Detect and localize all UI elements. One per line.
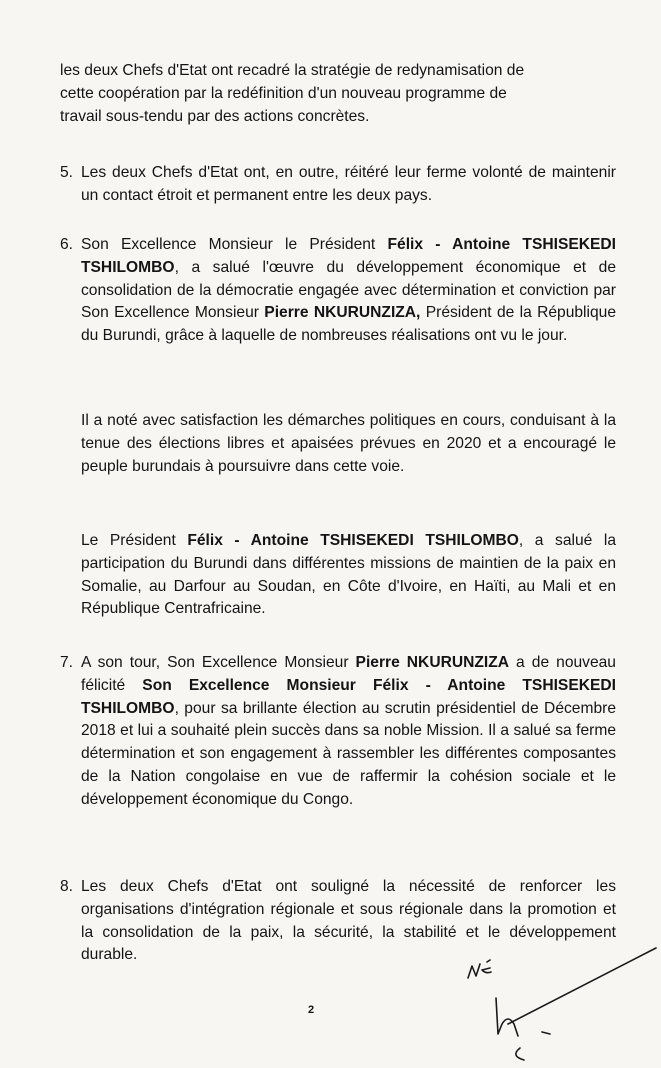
text-run: , a salué l'œuvre du développement économique et de consolidation de la démocratie engagée avec détermination et conviction par Son Excellence Monsieur [81, 258, 616, 322]
text-run: Le Président [81, 532, 188, 549]
text-run: Président de la République du Burundi, grâce à laquelle de nombreuses réalisations ont vu le jour. [81, 304, 617, 345]
text-run: , pour sa brillante élection au scrutin présidentiel de Décembre 2018 et lui a souhaité plein succès dans sa noble Mission. Il a salué sa ferme détermination et son engagement à rassembler les différentes composantes de la Nation congolaise en vue de raffermir la cohésion sociale et le développement économique du Congo. [81, 699, 616, 808]
intro-line: les deux Chefs d'Etat ont recadré la stratégie de redynamisation de [60, 62, 525, 79]
intro-paragraph [60, 60, 616, 128]
paragraph-text [81, 652, 616, 812]
bold-name: Pierre NKURUNZIZA, [264, 304, 421, 322]
paragraph-6-sub-2 [60, 530, 616, 621]
paragraph-number: 8. [60, 878, 74, 895]
bold-name: Son Excellence Monsieur Félix - Antoine TSHISEKEDI TSHILOMBO [81, 676, 616, 717]
text-run: A son tour, Son Excellence Monsieur [81, 654, 356, 671]
paragraph-6-sub-1 [60, 410, 616, 478]
paragraph-text [81, 530, 616, 621]
bold-name: Félix - Antoine TSHISEKEDI TSHILOMBO [81, 236, 616, 276]
intro-line: cette coopération par la redéfinition d'un nouveau programme de [60, 84, 507, 102]
bold-name: Félix - Antoine TSHISEKEDI TSHILOMBO [187, 532, 519, 549]
paragraph-number: 7. [60, 654, 74, 671]
paragraph-6 [60, 234, 616, 348]
text-run: Son Excellence Monsieur le Président [81, 236, 388, 253]
text-run: , a salué la participation du Burundi dans différentes missions de maintien de la paix en Somalie, au Darfour au Soudan, en Côte d'Ivoire, en Haïti, au Mali et en République Centrafricaine. [81, 532, 617, 618]
signature-icon [460, 940, 660, 1068]
page-number: 2 [308, 1004, 315, 1016]
paragraph-number: 5. [60, 164, 74, 181]
text-run: a de nouveau félicité [81, 654, 616, 694]
paragraph-text: Les deux Chefs d'Etat ont souligné la nécessité de renforcer les organisations d'intégration régionale et sous régionale dans la promotion et la consolidation de la paix, la sécurité, la stabilité et le développement durable. [81, 878, 616, 964]
paragraph-7 [60, 652, 616, 812]
paragraph-text [81, 234, 616, 348]
paragraph-text: Les deux Chefs d'Etat ont, en outre, réitéré leur ferme volonté de maintenir un contact étroit et permanent entre les deux pays. [81, 164, 616, 204]
paragraph-text: Il a noté avec satisfaction les démarches politiques en cours, conduisant à la tenue des élections libres et apaisées prévues en 2020 et a encouragé le peuple burundais à poursuivre dans cette voie. [81, 412, 616, 475]
bold-name: Pierre NKURUNZIZA [355, 654, 510, 671]
intro-line: travail sous-tendu par des actions concrètes. [60, 107, 370, 125]
paragraph-number: 6. [60, 236, 74, 253]
paragraph-5 [60, 162, 616, 208]
